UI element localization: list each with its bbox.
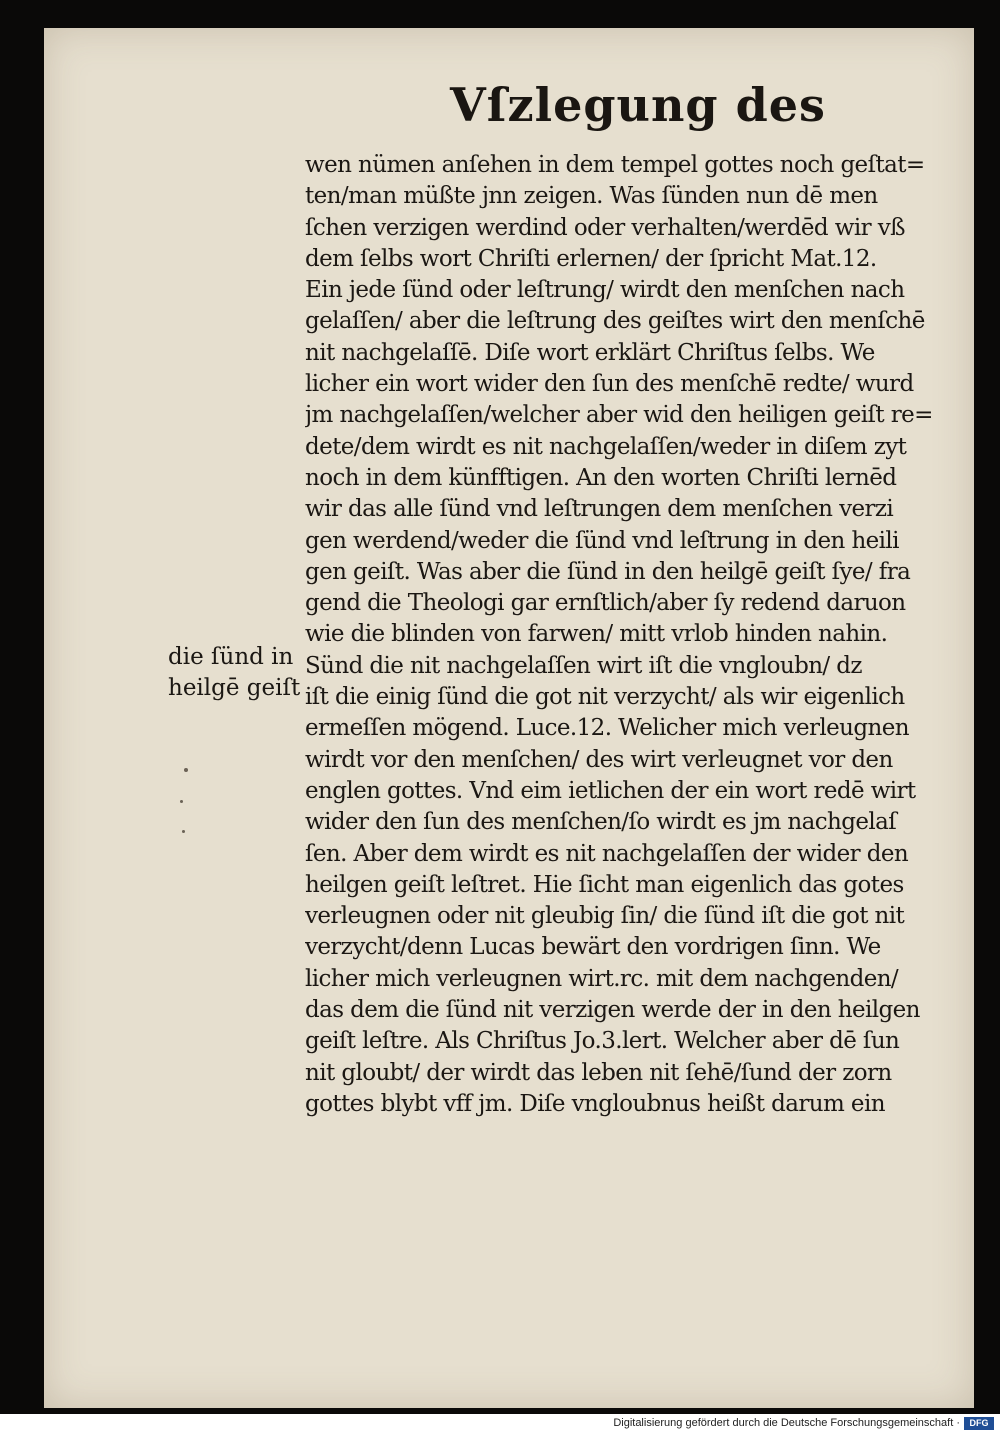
running-head: Vſzlegung des <box>450 78 826 132</box>
text-line: dete/dem wirdt es nit nachgelaſſen/weder in diſem zyt <box>305 433 907 460</box>
ink-speck <box>180 800 183 803</box>
text-line: gen werdend/weder die ſünd vnd leſtrung in den heili <box>305 527 899 554</box>
text-line: verleugnen oder nit gleubig ſin/ die ſünd iſt die got nit <box>305 903 905 930</box>
text-line: nit gloubt/ der wirdt das leben nit ſehē/ſund der zorn <box>305 1059 892 1086</box>
text-line: verzycht/denn Lucas bewärt den vordrigen ſinn. We <box>305 934 881 961</box>
text-line: wir das alle ſünd vnd leſtrungen dem menſchen verzi <box>305 496 894 523</box>
text-line: noch in dem künfftigen. An den worten Chriſti lernēd <box>305 464 897 491</box>
text-line: englen gottes. Vnd eim ietlichen der ein wort redē wirt <box>305 777 916 804</box>
marginal-note-line: heilgē geiſt <box>168 675 301 701</box>
text-line: nit nachgelaſſē. Diſe wort erklärt Chriſtus ſelbs. We <box>305 339 875 366</box>
text-line: heilgen geiſt leſtret. Hie ſicht man eigenlich das gotes <box>305 871 904 898</box>
text-line: gen geiſt. Was aber die ſünd in den heilgē geiſt ſye/ fra <box>305 558 911 585</box>
text-line: ſchen verzigen werdind oder verhalten/werdēd wir vß <box>305 214 905 241</box>
marginal-note-line: die ſünd in <box>168 644 294 670</box>
funding-credit: Digitalisierung gefördert durch die Deutsche Forschungsgemeinschaft · <box>613 1417 960 1429</box>
text-line: ermeſſen mögend. Luce.12. Welicher mich verleugnen <box>305 715 909 742</box>
text-line: wirdt vor den menſchen/ des wirt verleugnet vor den <box>305 746 893 773</box>
text-line: wie die blinden von farwen/ mitt vrlob hinden nahin. <box>305 621 888 648</box>
text-line: ten/man müßte jnn zeigen. Was ſünden nun dē men <box>305 183 878 210</box>
text-line: iſt die einig ſünd die got nit verzycht/ als wir eigenlich <box>305 684 905 711</box>
text-line: dem ſelbs wort Chriſti erlernen/ der ſpricht Mat.12. <box>305 245 877 272</box>
text-line: geiſt leſtre. Als Chriſtus Jo.3.lert. Welcher aber dē ſun <box>305 1028 900 1055</box>
text-line: wider den ſun des menſchen/ſo wirdt es jm nachgelaſ <box>305 809 897 836</box>
footer-bar <box>0 1414 1000 1434</box>
ink-speck <box>182 830 185 833</box>
text-line: gelaſſen/ aber die leſtrung des geiſtes wirt den menſchē <box>305 308 925 335</box>
ink-speck <box>184 768 188 772</box>
text-line: das dem die ſünd nit verzigen werde der in den heilgen <box>305 997 920 1024</box>
text-line: jm nachgelaſſen/welcher aber wid den heiligen geiſt re= <box>305 402 933 429</box>
text-line: licher mich verleugnen wirt.rc. mit dem nachgenden/ <box>305 965 899 992</box>
text-line: wen nümen anſehen in dem tempel gottes noch geſtat= <box>305 152 925 178</box>
text-line: gottes blybt vff jm. Diſe vngloubnus heißt darum ein <box>305 1090 885 1117</box>
text-line: Sünd die nit nachgelaſſen wirt iſt die vngloubn/ dz <box>305 652 862 679</box>
text-line: ſen. Aber dem wirdt es nit nachgelaſſen der wider den <box>305 840 909 867</box>
text-line: gend die Theologi gar ernſtlich/aber ſy redend daruon <box>305 590 906 617</box>
text-line: Ein jede ſünd oder leſtrung/ wirdt den menſchen nach <box>305 277 905 304</box>
marginal-note <box>168 642 308 704</box>
text-line: licher ein wort wider den ſun des menſchē redte/ wurd <box>305 371 914 398</box>
body-text <box>305 150 965 1120</box>
dfg-logo-icon: DFG <box>964 1417 994 1430</box>
